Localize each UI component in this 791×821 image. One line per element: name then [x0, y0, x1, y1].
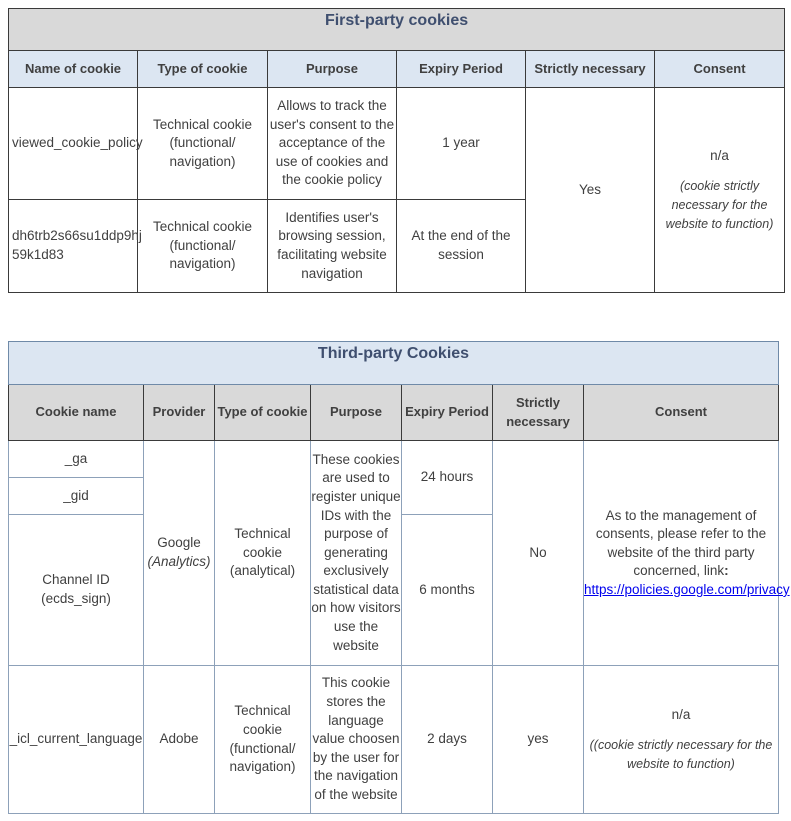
cookie-expiry-cell: 6 months — [402, 515, 493, 666]
first-party-cookies-table — [8, 8, 785, 293]
header-expiry-period: Expiry Period — [402, 385, 493, 441]
provider-note: (Analytics) — [147, 554, 211, 569]
cookie-expiry-cell: At the end of the session — [397, 200, 526, 293]
cookie-name-cell: _ga — [9, 441, 144, 478]
consent-text: As to the management of consents, please refer to the website of the third party concerned, link — [595, 507, 767, 579]
consent-colon: : — [724, 563, 729, 579]
consent-note: (cookie strictly necessary for the website to function) — [665, 179, 774, 231]
cookie-purpose-cell: This cookie stores the language value choosen by the user for the navigation of the website — [311, 666, 402, 814]
cookie-type-cell: Technical cookie (functional/ navigation) — [138, 88, 268, 200]
cookie-type-cell: Technical cookie (functional/ navigation) — [138, 200, 268, 293]
header-name-of-cookie: Name of cookie — [9, 51, 138, 88]
header-type-of-cookie: Type of cookie — [138, 51, 268, 88]
cookie-name-cell: _gid — [9, 478, 144, 515]
cookie-type-cell: Technical cookie (analytical) — [215, 441, 311, 666]
strictly-necessary-cell: yes — [493, 666, 584, 814]
cookie-expiry-cell: 1 year — [397, 88, 526, 200]
header-consent: Consent — [584, 385, 779, 441]
header-purpose: Purpose — [311, 385, 402, 441]
consent-cell — [584, 666, 779, 814]
cookie-purpose-cell: Identifies user's browsing session, facilitating website navigation — [268, 200, 397, 293]
header-purpose: Purpose — [268, 51, 397, 88]
header-strictly-necessary: Strictly necessary — [493, 385, 584, 441]
third-party-title: Third-party Cookies — [9, 342, 779, 385]
header-expiry-period: Expiry Period — [397, 51, 526, 88]
cookie-expiry-cell: 24 hours — [402, 441, 493, 515]
strictly-necessary-cell: No — [493, 441, 584, 666]
header-type-of-cookie: Type of cookie — [215, 385, 311, 441]
header-cookie-name: Cookie name — [9, 385, 144, 441]
cookie-name-cell: _icl_current_language — [9, 666, 144, 814]
cookie-type-cell: Technical cookie (functional/ navigation) — [215, 666, 311, 814]
provider-name: Google — [157, 535, 201, 551]
cookie-name-cell: dh6trb2s66su1ddp9hj 59k1d83 — [9, 200, 138, 293]
cookie-name-cell: viewed_cookie_policy — [9, 88, 138, 200]
provider-cell: Adobe — [144, 666, 215, 814]
consent-value: n/a — [671, 706, 691, 722]
strictly-necessary-cell: Yes — [526, 88, 655, 293]
header-provider: Provider — [144, 385, 215, 441]
consent-cell — [655, 88, 785, 293]
consent-note: ((cookie strictly necessary for the website to function) — [589, 738, 773, 771]
consent-value: n/a — [710, 147, 729, 163]
cookie-purpose-cell: These cookies are used to register unique IDs with the purpose of generating exclusively statistical data on how visitors use the website — [311, 441, 402, 666]
consent-cell — [584, 441, 790, 666]
provider-cell — [144, 441, 215, 666]
cookie-expiry-cell: 2 days — [402, 666, 493, 814]
header-consent: Consent — [655, 51, 785, 88]
third-party-cookies-table — [8, 341, 790, 814]
google-privacy-link[interactable]: https://policies.google.com/privacy — [584, 581, 790, 597]
first-party-title: First-party cookies — [9, 9, 785, 51]
cookie-name-cell: Channel ID (ecds_sign) — [9, 515, 144, 666]
cookie-purpose-cell: Allows to track the user's consent to the acceptance of the use of cookies and the cookie policy — [268, 88, 397, 200]
header-strictly-necessary: Strictly necessary — [526, 51, 655, 88]
